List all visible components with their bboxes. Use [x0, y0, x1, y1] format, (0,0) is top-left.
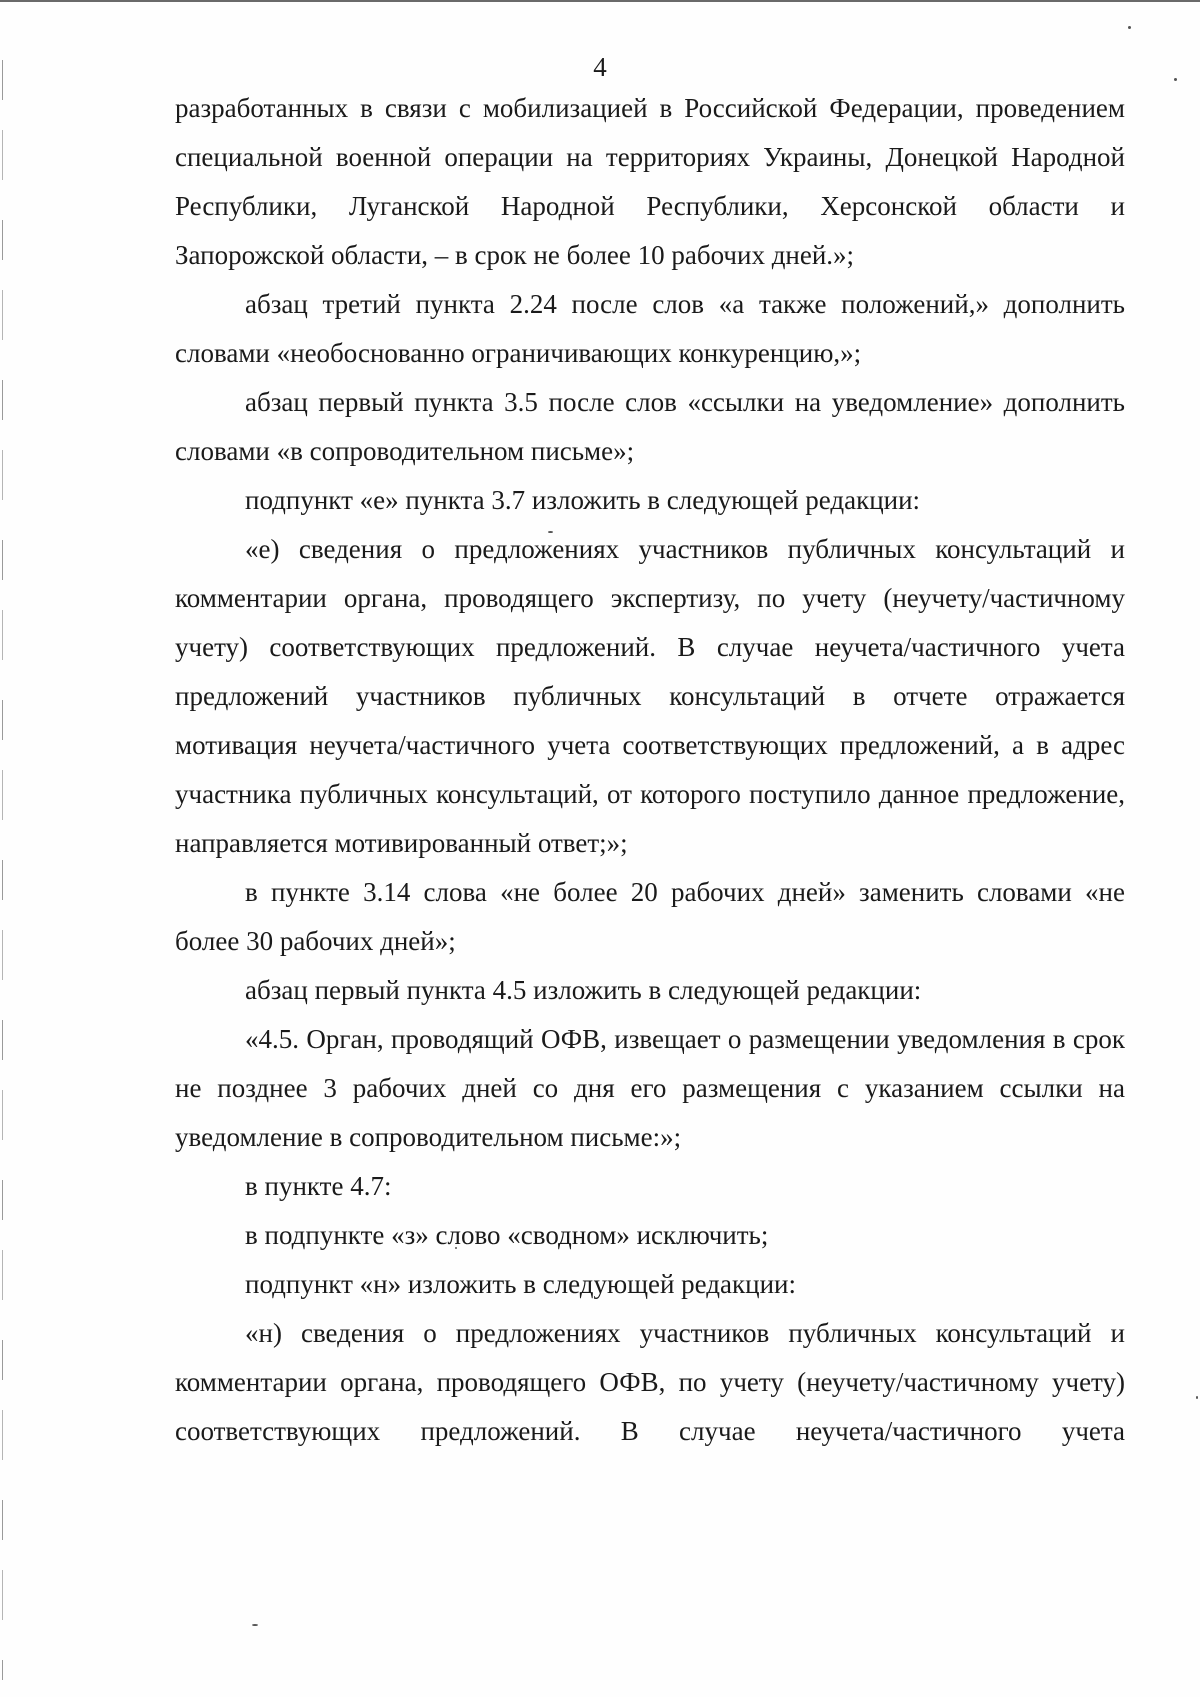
paragraph-amendment-3-5: абзац первый пункта 3.5 после слов «ссылки на уведомление» дополнить словами «в сопроводительном письме»; [175, 387, 1125, 466]
scan-edge-left [2, 60, 3, 1680]
scan-speck [1128, 26, 1131, 29]
paragraph-subpoint-z: в подпункте «з» слово «сводном» исключить; [245, 1220, 769, 1250]
paragraph-continuation: разработанных в связи с мобилизацией в Российской Федерации, проведением специальной военной операции на территориях Украины, Донецкой Народной Республики, Луганской Народной Республики, Херсонской области и Запорожской области, – в срок не более 10 рабочих дней.»; [175, 93, 1125, 270]
paragraph-quote-4-5: «4.5. Орган, проводящий ОФВ, извещает о размещении уведомления в срок не позднее 3 рабочих дней со дня его размещения с указанием ссылки на уведомление в сопроводительном письме:»; [175, 1024, 1125, 1152]
paragraph-amendment-3-14: в пункте 3.14 слова «не более 20 рабочих дней» заменить словами «не более 30 рабочих дней»; [175, 877, 1125, 956]
document-body [175, 84, 1125, 1456]
scan-speck [252, 1624, 258, 1626]
scan-edge-top [0, 0, 1200, 2]
paragraph-point-4-7: в пункте 4.7: [245, 1171, 392, 1201]
page-number: 4 [593, 52, 607, 82]
paragraph-quote-n: «н) сведения о предложениях участников публичных консультаций и комментарии органа, проводящего ОФВ, по учету (неучету/частичному учету) соответствующих предложений. В случае неучета/частичного учета [175, 1318, 1125, 1446]
scan-speck [1196, 1396, 1198, 1399]
paragraph-amendment-4-5: абзац первый пункта 4.5 изложить в следующей редакции: [245, 975, 922, 1005]
paragraph-amendment-2-24: абзац третий пункта 2.24 после слов «а также положений,» дополнить словами «необоснованно ограничивающих конкуренцию,»; [175, 289, 1125, 368]
paragraph-amendment-3-7: подпункт «е» пункта 3.7 изложить в следующей редакции: [245, 485, 921, 515]
paragraph-subpoint-n: подпункт «н» изложить в следующей редакции: [245, 1269, 796, 1299]
paragraph-quote-e: «е) сведения о предложениях участников публичных консультаций и комментарии органа, проводящего экспертизу, по учету (неучету/частичному учету) соответствующих предложений. В случае неучета/частичного учета предложений участников публичных консультаций в отчете отражается мотивация неучета/частичного учета соответствующих предложений, а в адрес участника публичных консультаций, от которого поступило данное предложение, направляется мотивированный ответ;»; [175, 534, 1125, 858]
